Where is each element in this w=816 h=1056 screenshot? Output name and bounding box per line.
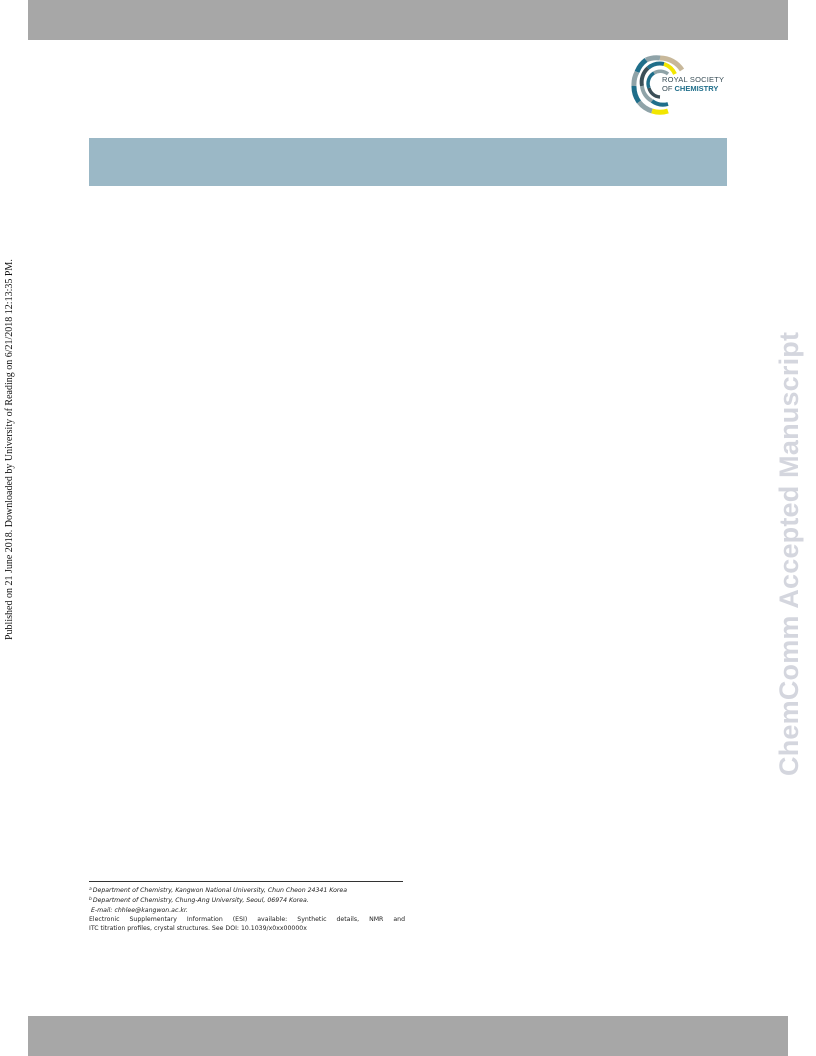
footnote-b-mark: b	[89, 897, 92, 903]
footnotes	[89, 885, 405, 933]
logo-line1: ROYAL SOCIETY	[662, 75, 725, 84]
logo-line2-bold: CHEMISTRY	[674, 83, 719, 93]
footnote-esi-line2: ITC titration profiles, crystal structures. See DOI: 10.1039/x0xx00000x	[89, 925, 307, 933]
footnote-rule	[89, 881, 403, 882]
article-header-bar	[89, 138, 727, 186]
footnote-b-text: Department of Chemistry, Chung-Ang University, Seoul, 06974 Korea.	[92, 897, 309, 905]
footnote-a	[89, 885, 405, 895]
logo-line2-prefix: OF	[662, 83, 673, 93]
publication-side-note: Published on 21 June 2018. Downloaded by University of Reading on 6/21/2018 12:13:35 PM.	[4, 259, 15, 640]
top-band	[28, 0, 788, 40]
footnote-a-mark: a	[89, 887, 92, 892]
footnote-email: E-mail: chhlee@kangwon.ac.kr.	[91, 906, 188, 914]
rsc-logo-text	[662, 76, 724, 92]
footnote-a-text: Department of Chemistry, Kangwon National University, Chun Cheon 24341 Korea	[92, 887, 348, 894]
logo-line2	[662, 85, 724, 93]
footnote-esi-line1: Electronic Supplementary Information (ESI) available: Synthetic details, NMR and	[89, 915, 405, 923]
accepted-manuscript-watermark: ChemComm Accepted Manuscript	[774, 331, 804, 776]
bottom-band	[28, 1016, 788, 1056]
footnote-b	[89, 895, 405, 905]
